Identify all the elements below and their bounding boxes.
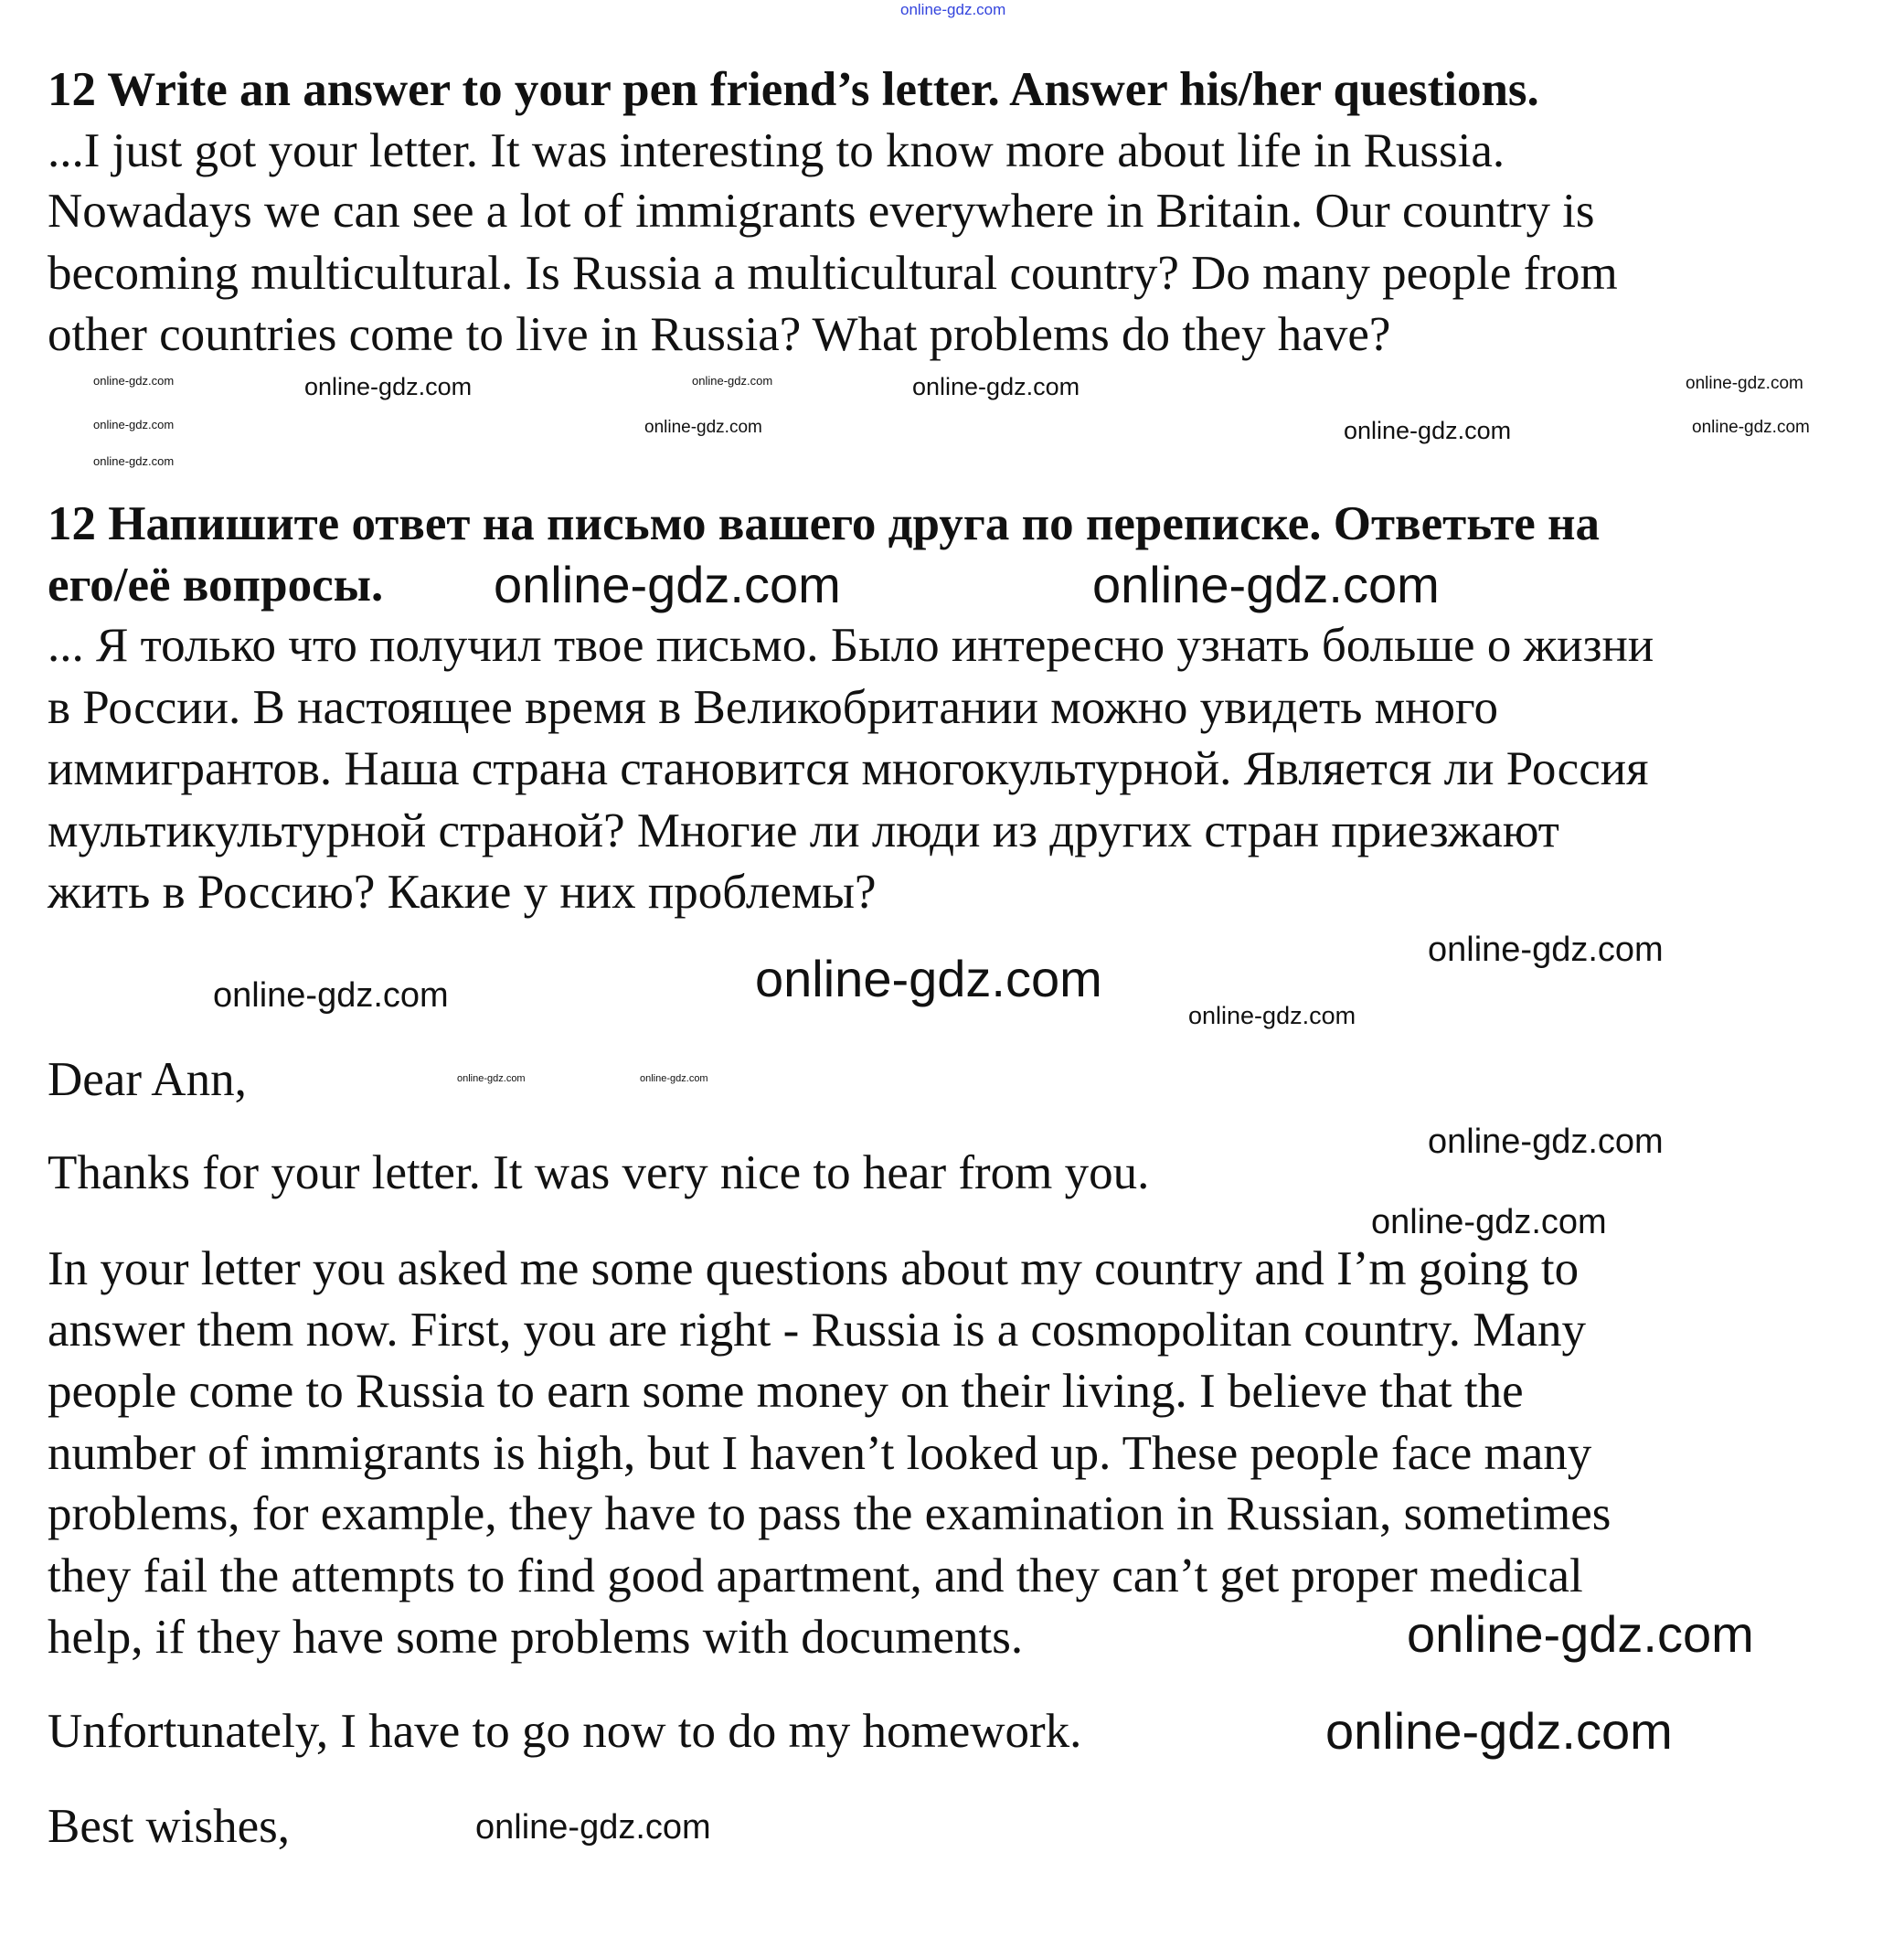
- task-text-line: Nowadays we can see a lot of immigrants everywhere in Britain. Our country is: [48, 185, 1595, 238]
- task-title-ru: его/её вопросы.: [48, 559, 384, 612]
- watermark: online-gdz.com: [755, 950, 1102, 1007]
- watermark: online-gdz.com: [1344, 417, 1512, 444]
- watermark: online-gdz.com: [494, 556, 841, 613]
- watermark: online-gdz.com: [644, 418, 762, 437]
- watermark: online-gdz.com: [304, 373, 473, 400]
- letter-body-line: answer them now. First, you are right - Russia is a cosmopolitan country. Many: [48, 1304, 1586, 1357]
- watermark: online-gdz.com: [1188, 1002, 1356, 1029]
- task-text-line: becoming multicultural. Is Russia a multicultural country? Do many people from: [48, 247, 1618, 300]
- watermark: online-gdz.com: [93, 418, 175, 431]
- watermark: online-gdz.com: [93, 374, 175, 388]
- watermark: online-gdz.com: [1692, 418, 1810, 437]
- watermark: online-gdz.com: [692, 374, 773, 388]
- watermark: online-gdz.com: [1407, 1605, 1754, 1663]
- letter-body-line: people come to Russia to earn some money on their living. I believe that the: [48, 1365, 1524, 1418]
- watermark: online-gdz.com: [1428, 931, 1664, 969]
- watermark: online-gdz.com: [475, 1808, 711, 1847]
- task-text-line: ...I just got your letter. It was interesting to know more about life in Russia.: [48, 124, 1505, 177]
- watermark: online-gdz.com: [912, 373, 1080, 400]
- task-title-en: 12 Write an answer to your pen friend’s letter. Answer his/her questions.: [48, 63, 1539, 116]
- task-text-ru-line: ... Я только что получил твое письмо. Было интересно узнать больше о жизни: [48, 619, 1654, 672]
- task-title-ru: 12 Напишите ответ на письмо вашего друга по переписке. Ответьте на: [48, 497, 1601, 550]
- watermark: online-gdz.com: [1428, 1123, 1664, 1161]
- letter-greeting: Dear Ann,: [48, 1053, 247, 1106]
- watermark: online-gdz.com: [1686, 374, 1803, 393]
- watermark: online-gdz.com: [1325, 1702, 1673, 1760]
- task-text-ru-line: жить в Россию? Какие у них проблемы?: [48, 866, 877, 919]
- watermark: online-gdz.com: [1371, 1203, 1607, 1241]
- letter-body-line: help, if they have some problems with documents.: [48, 1611, 1024, 1664]
- letter-closing: Unfortunately, I have to go now to do my homework.: [48, 1705, 1082, 1758]
- watermark: online-gdz.com: [640, 1073, 708, 1084]
- letter-body-line: number of immigrants is high, but I haven’t looked up. These people face many: [48, 1427, 1592, 1480]
- watermark: online-gdz.com: [213, 976, 449, 1015]
- letter-body-line: they fail the attempts to find good apartment, and they can’t get proper medical: [48, 1549, 1583, 1602]
- letter-body-line: problems, for example, they have to pass the examination in Russian, sometimes: [48, 1487, 1611, 1540]
- watermark: online-gdz.com: [457, 1073, 526, 1084]
- task-text-ru-line: иммигрантов. Наша страна становится многокультурной. Является ли Россия: [48, 742, 1649, 795]
- watermark: online-gdz.com: [1092, 556, 1440, 613]
- letter-signoff: Best wishes,: [48, 1800, 290, 1853]
- watermark: online-gdz.com: [900, 1, 1006, 18]
- task-text-ru-line: в России. В настоящее время в Великобритании можно увидеть много: [48, 681, 1498, 734]
- task-text-ru-line: мультикультурной страной? Многие ли люди из других стран приезжают: [48, 804, 1559, 857]
- watermark: online-gdz.com: [93, 454, 175, 468]
- letter-body-line: In your letter you asked me some questions about my country and I’m going to: [48, 1242, 1580, 1295]
- letter-thanks: Thanks for your letter. It was very nice to hear from you.: [48, 1146, 1150, 1199]
- task-text-line: other countries come to live in Russia? What problems do they have?: [48, 308, 1391, 361]
